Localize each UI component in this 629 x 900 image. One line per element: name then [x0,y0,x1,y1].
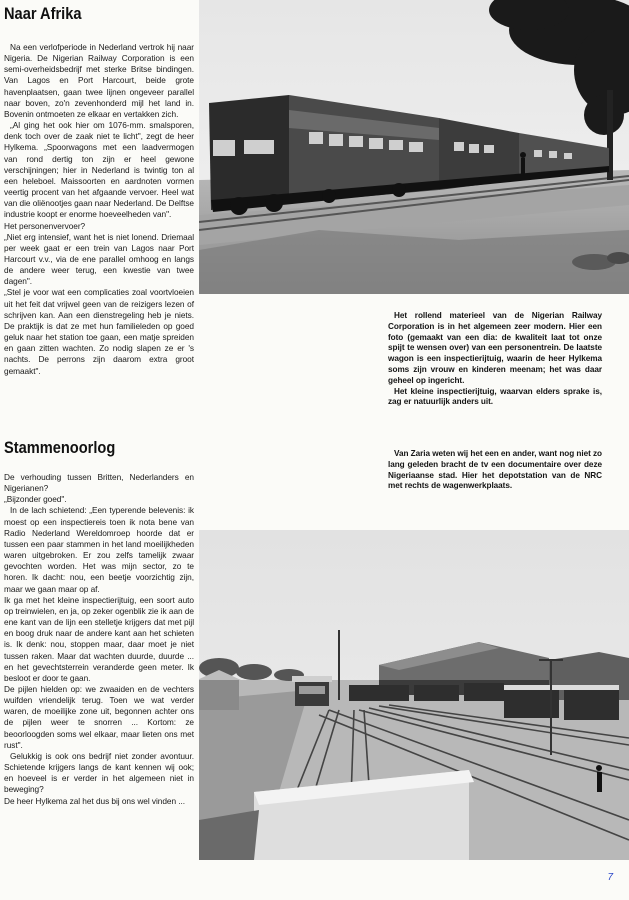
heading-stammenoorlog: Stammenoorlog [4,438,116,457]
paragraph: „Niet erg intensief, want het is niet lonend. Driemaal per week gaat er een trein van Lagos naar Port Harcourt v.v., via de ene parallel omhoog en langs de andere weer terug, een kwestie van twee dagen". [4,231,194,287]
paragraph: Het personenvervoer? [4,220,86,231]
caption-paragraph: Van Zaria weten wij het een en ander, want nog niet zo lang geleden bracht de tv een documentaire over deze Nigeriaanse stad. Hier het depotstation van de NRC met rechts de wagenwerkplaats. [388,449,602,491]
heading-naar-afrika: Naar Afrika [4,4,82,23]
depot-station-photo [199,530,629,860]
caption-depot [388,449,602,492]
paragraph: „Bijzonder goed". [4,494,67,505]
paragraph: „Al ging het ook hier om 1076-mm. smalsporen, denk toch over de zaak niet te licht", zegt de heer Hylkema. „Spoorwagons met een laadvermogen van rond dertig ton zijn er heel gewone verschijningen; hier in Nederland is twintig ton al een heleboel. Maissoorten en aardnoten vormen veertig procent van het afgaande vervoer. Heel wat van die oliënootjes gaan naar Nederland. De Delftse industrie koopt er enorme hoeveelheden van". [4,120,194,220]
paragraph: De pijlen hielden op: we zwaaiden en de vechters wuifden vriendelijk terug. Toen we wat verder waren, de moeilijke zone uit, begonnen achter ons de pijlen weer te snorren ... Kortom: ze beoorloogden soms wel elkaar, maar lieten ons met rust". [4,683,194,750]
train-photo [199,0,629,294]
paragraph: Na een verlofperiode in Nederland vertrok hij naar Nigeria. De Nigerian Railway Corporation is een semi-overheidsbedrijf met sterke Britse bindingen. Van Lagos en Port Harcourt, beide grote havenplaatsen, gaan twee lijnen ongeveer parallel naar boven, zo'n zevenhonderd mijl het land in. Bovenin ontmoeten ze elkaar en vertakken zich. [4,42,194,119]
page-number: 7 [607,872,613,883]
caption-paragraph: Het kleine inspectierijtuig, waarvan elders sprake is, zag er natuurlijk anders uit. [388,386,602,407]
paragraph: In de lach schietend: „Een typerende belevenis: ik moest op een inspectiereis toen ik nota bene van Radio Nederland Wereldomroep hoorde dat er tussen een paar stammen in het land moeilijkheden waren uitgebroken. Er zou zelfs tamelijk zwaar gevochten worden. Het was mijn sector, zo te horen. Ik dacht: nou, een beetje voorzichtig zijn, maar we gaan maar op af. [4,505,194,594]
paragraph: De heer Hylkema zal het dus bij ons wel vinden ... [4,795,186,806]
caption-train [388,311,602,408]
paragraph: De verhouding tussen Britten, Nederlanders en Nigerianen? [4,472,194,494]
article-column-2 [4,472,194,807]
paragraph: Gelukkig is ook ons bedrijf niet zonder avontuur. Schietende krijgers langs de kant kennen wij ook; en hoeveel is er verder in het algemeen niet in beweging? [4,750,194,795]
article-column-1 [4,42,194,377]
paragraph: „Stel je voor wat een complicaties zoal voortvloeien uit het feit dat vrijwel geen van de reizigers lezen of schrijven kan. Aan een dienstregeling heb je niets. De praktijk is dat ze met hun familieleden op goed geluk naar het station toe gaan, een matje spreiden en gaan zitten wachten. Zo nodig slapen ze er 's nachts. De perrons zijn daarom extra groot gemaakt". [4,287,194,376]
paragraph: Ik ga met het kleine inspectierijtuig, een soort auto op treinwielen, en ja, op zeker ogenblik zie ik aan de ene kant van de lijn een stelletje krijgers dat met pijl en boog druk naar de andere kant aan het schieten is. Ik denk: nou, stoppen maar, daar moet je niet tussen raken. Maar dat wachten duurde, duurde ... en het gevechtsterrein veranderde geen meter. Ik besloot er door te gaan. [4,594,194,683]
caption-paragraph: Het rollend materieel van de Nigerian Railway Corporation is in het algemeen zeer modern. Hier een foto (gemaakt van een dia: de kwaliteit laat tot onze spijt te wensen over) van een personentrein. De laatste wagon is een inspectierijtuig, waarin de heer Hylkema soms zijn vrouw en kinderen meenam; het was daar geheel op ingericht. [388,311,602,385]
